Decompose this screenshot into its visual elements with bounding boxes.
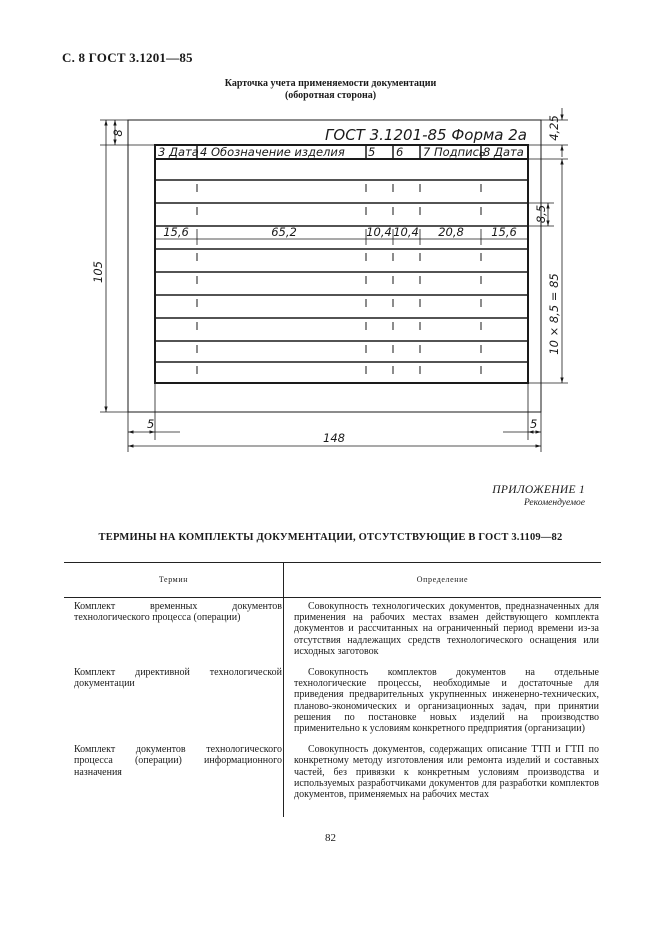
width-label-5: 20,8	[438, 225, 464, 239]
form-row-lines	[155, 180, 528, 362]
form-column-ticks	[197, 184, 481, 374]
appendix-title: ПРИЛОЖЕНИЕ 1	[492, 484, 585, 496]
column-header-date-2: 8 Дата	[483, 145, 524, 159]
section-title: ТЕРМИНЫ НА КОМПЛЕКТЫ ДОКУМЕНТАЦИИ, ОТСУТСТВУЮЩИЕ В ГОСТ 3.1109—82	[98, 532, 563, 543]
column-header-5: 5	[368, 145, 376, 159]
page-number: 82	[325, 832, 336, 844]
width-label-6: 15,6	[491, 225, 517, 239]
definition-cell: Совокупность документов, содержащих описание ТТП и ГТП по конкретному методу изготовления или ремонта изделий и составных частей, без привязки к конкретным условиям производства и используемых разработчиками документов для разработки комплектов документов, применяемых на рабочих местах	[294, 744, 599, 801]
dim-width: 148	[323, 431, 345, 445]
header-term: Термин	[158, 575, 189, 584]
width-label-4: 10,4	[393, 225, 419, 239]
term-cell: Комплект директивной технологической документации	[74, 667, 282, 690]
dim-rows-total: 10 × 8,5 = 85	[547, 273, 561, 355]
width-label-2: 65,2	[271, 225, 297, 239]
dim-margin-right: 5	[530, 417, 538, 431]
table-row	[64, 601, 601, 657]
form-label: ГОСТ 3.1201-85 Форма 2а	[325, 126, 527, 144]
definition-cell: Совокупность комплектов документов на отдельные технологические процессы, необходимые и достаточные для приведения предварительных укрупненных инженерно-технических, планово-экономических и организационных задач, при принятии решения по постановке новых изделий на производство применительно к условиям конкретного предприятия (организации)	[294, 667, 599, 735]
width-label-1: 15,6	[163, 225, 189, 239]
column-header-signature: 7 Подпись	[423, 145, 486, 159]
table-row	[64, 667, 601, 734]
column-header-date: 3 Дата	[158, 145, 199, 159]
dim-height: 105	[91, 261, 105, 283]
dim-margin-left: 5	[147, 417, 155, 431]
table-header	[64, 562, 601, 598]
card-outer-border	[128, 120, 541, 412]
dim-top-right: 4,25	[547, 115, 561, 141]
card-caption-subtitle: (оборотная сторона)	[284, 90, 377, 101]
terms-table	[64, 562, 601, 800]
column-header-6: 6	[396, 145, 404, 159]
column-header-product: 4 Обозначение изделия	[200, 145, 345, 159]
header-definition: Определение	[416, 575, 469, 584]
dim-top-left: 8	[111, 129, 125, 137]
appendix-subtitle: Рекомендуемое	[523, 498, 585, 508]
page-header: С. 8 ГОСТ 3.1201—85	[62, 50, 193, 65]
term-cell: Комплект документов технологического процесса (операции) информационного назначения	[74, 744, 282, 778]
dim-row-height: 8,5	[534, 204, 548, 224]
card-caption-title: Карточка учета применяемости документации	[224, 78, 437, 89]
definition-cell: Совокупность технологических документов, предназначенных для применения на рабочих местах взамен действующего комплекта документов и рассчитанных на ограниченный период времени из-за отсутствия надлежащих средств технологического оснащения или исходных заготовок	[294, 601, 599, 657]
width-dimension-line	[155, 229, 528, 245]
term-cell: Комплект временных документов технологического процесса (операции)	[74, 601, 282, 624]
width-label-3: 10,4	[366, 225, 392, 239]
table-row	[64, 744, 601, 800]
